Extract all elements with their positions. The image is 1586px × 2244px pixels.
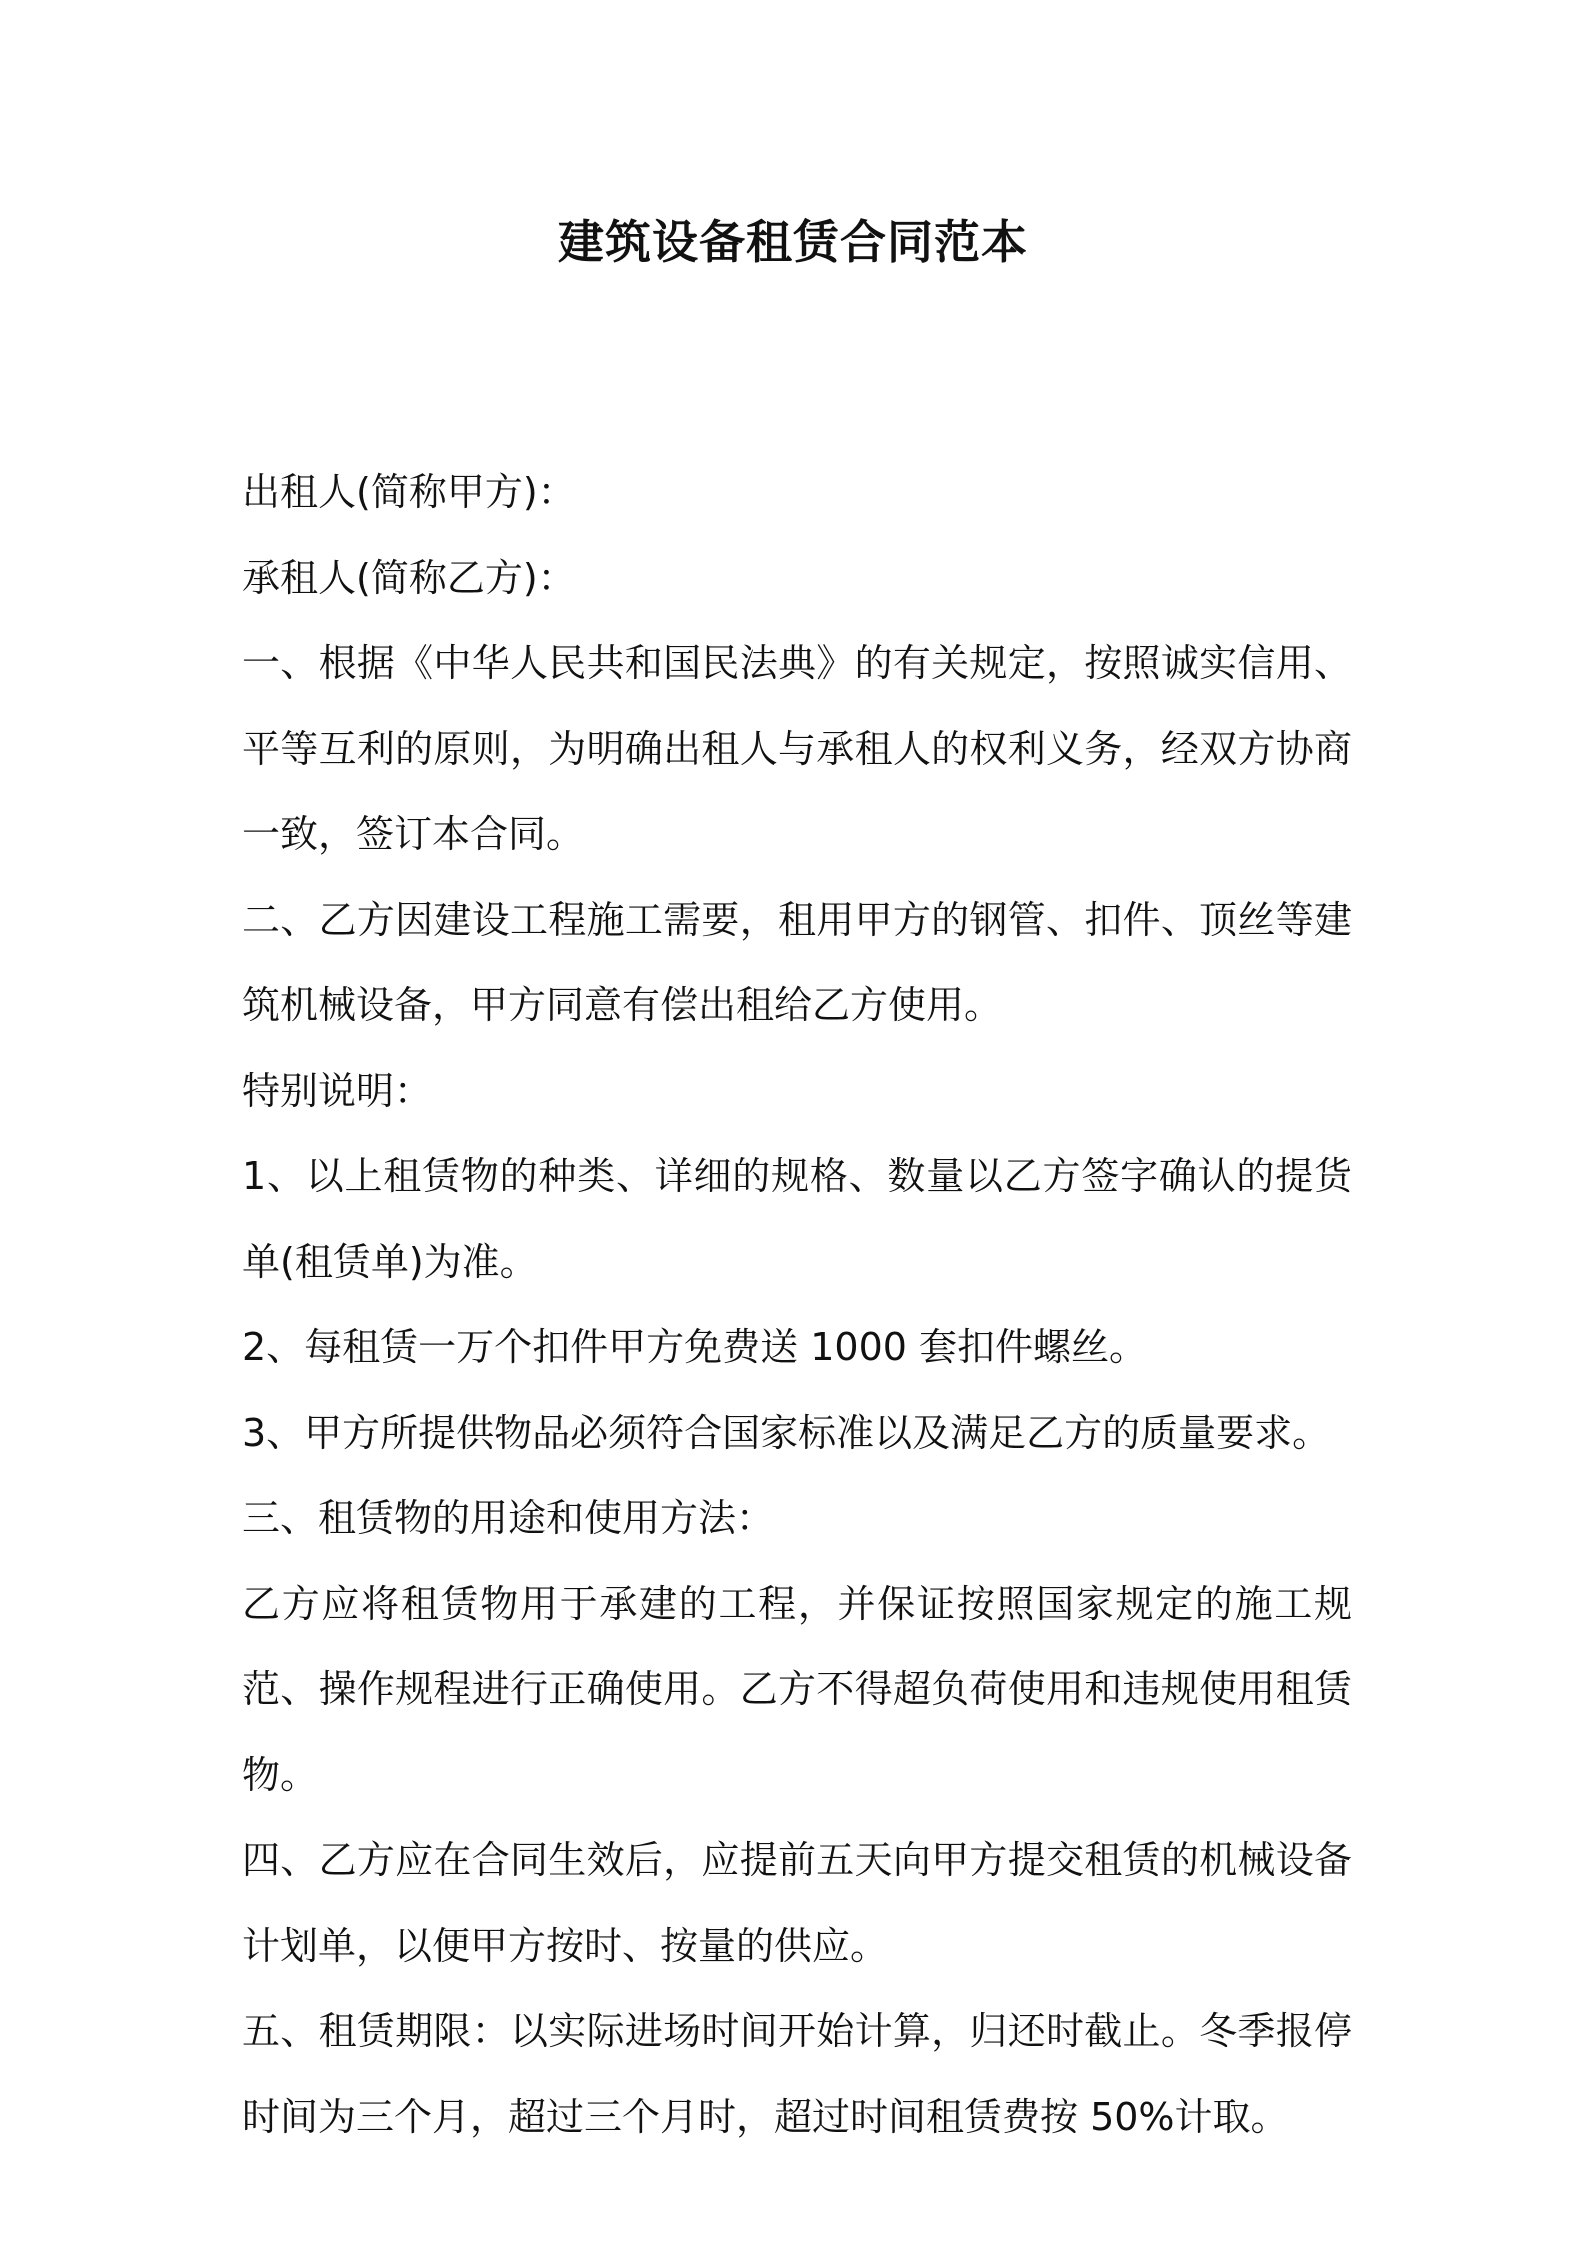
document-title: 建筑设备租赁合同范本	[558, 215, 1028, 269]
paragraph-clause-5: 五、租赁期限：以实际进场时间开始计算，归还时截止。冬季报停时间为三个月，超过三个月时，超过时间租赁费按 50%计取。	[242, 2009, 1352, 2139]
paragraph-lessor: 出租人(简称甲方)：	[242, 470, 576, 514]
document-body	[242, 450, 1352, 2160]
paragraph-clause-3-body: 乙方应将租赁物用于承建的工程，并保证按照国家规定的施工规范、操作规程进行正确使用。乙方不得超负荷使用和违规使用租赁物。	[242, 1581, 1352, 1797]
paragraph-special-note: 特别说明：	[242, 1068, 433, 1113]
paragraph-note-2: 2、每租赁一万个扣件甲方免费送 1000 套扣件螺丝。	[242, 1325, 1148, 1369]
paragraph-lessee: 承租人(简称乙方)：	[242, 555, 576, 600]
paragraph-note-1: 1、以上租赁物的种类、详细的规格、数量以乙方签字确认的提货单(租赁单)为准。	[242, 1154, 1352, 1284]
paragraph-note-3: 3、甲方所提供物品必须符合国家标准以及满足乙方的质量要求。	[242, 1410, 1331, 1455]
paragraph-clause-3-heading: 三、租赁物的用途和使用方法：	[242, 1496, 775, 1540]
paragraph-clause-4: 四、乙方应在合同生效后，应提前五天向甲方提交租赁的机械设备计划单，以便甲方按时、按量的供应。	[242, 1838, 1352, 1968]
paragraph-clause-2: 二、乙方因建设工程施工需要，租用甲方的钢管、扣件、顶丝等建筑机械设备，甲方同意有偿出租给乙方使用。	[242, 897, 1352, 1027]
paragraph-clause-1: 一、根据《中华人民共和国民法典》的有关规定，按照诚实信用、平等互利的原则，为明确出租人与承租人的权利义务，经双方协商一致，签订本合同。	[242, 641, 1352, 856]
